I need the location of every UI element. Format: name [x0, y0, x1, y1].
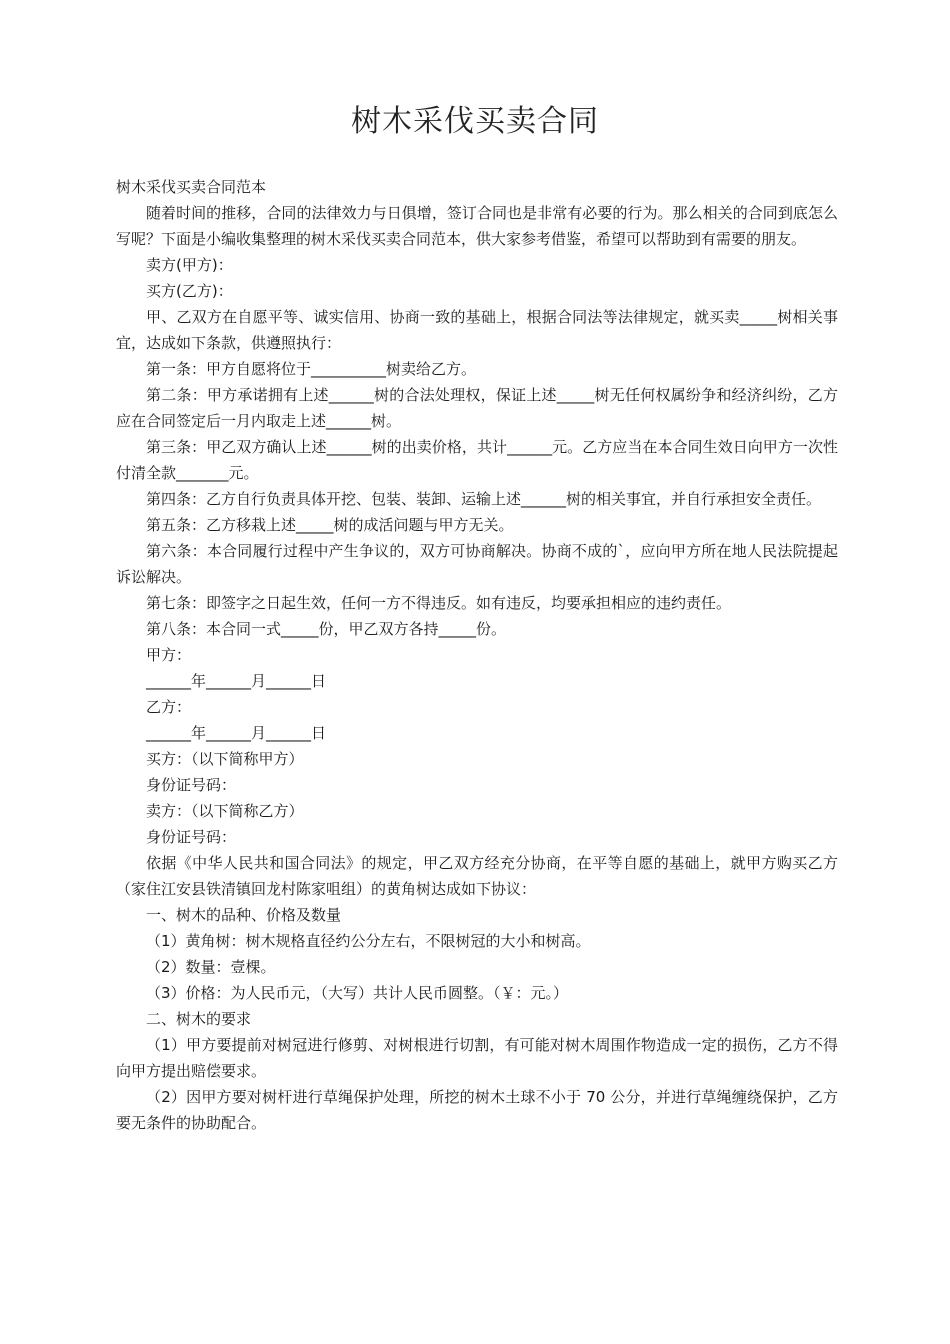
paragraph: ______年______月______日: [146, 672, 327, 690]
paragraph: ______年______月______日: [146, 724, 327, 742]
paragraph: 第四条：乙方自行负责具体开挖、包装、装卸、运输上述______树的相关事宜，并自行承担安全责任。: [146, 490, 822, 508]
paragraph: 随着时间的推移，合同的法律效力与日俱增，签订合同也是非常有必要的行为。那么相关的合同到底怎么写呢？下面是小编收集整理的树木采伐买卖合同范本，供大家参考借鉴，希望可以帮助到有需要的朋友。: [116, 204, 838, 248]
paragraph: 甲、乙双方在自愿平等、诚实信用、协商一致的基础上，根据合同法等法律规定，就买卖_____树相关事宜，达成如下条款，供遵照执行：: [116, 308, 838, 352]
paragraph: （2）因甲方要对树杆进行草绳保护处理，所挖的树木土球不小于 70 公分，并进行草绳缠绕保护，乙方要无条件的协助配合。: [116, 1088, 838, 1132]
paragraph: （1）甲方要提前对树冠进行修剪、对树根进行切割，有可能对树木周围作物造成一定的损伤，乙方不得向甲方提出赔偿要求。: [116, 1036, 838, 1080]
paragraph: 第七条：即签字之日起生效，任何一方不得违反。如有违反，均要承担相应的违约责任。: [146, 594, 732, 612]
paragraph: 第一条：甲方自愿将位于__________树卖给乙方。: [146, 360, 477, 378]
paragraph: 第二条：甲方承诺拥有上述______树的合法处理权，保证上述_____树无任何权属纷争和经济纠纷，乙方应在合同签定后一月内取走上述______树。: [116, 386, 838, 430]
paragraph: 乙方：: [146, 698, 192, 716]
paragraph: 身份证号码：: [146, 776, 237, 794]
document-body: [116, 174, 838, 1136]
paragraph: 第六条：本合同履行过程中产生争议的，双方可协商解决。协商不成的`，应向甲方所在地人民法院提起诉讼解决。: [116, 542, 838, 586]
paragraph: 卖方：（以下简称乙方）: [146, 802, 304, 820]
paragraph: 第八条：本合同一式_____份，甲乙双方各持_____份。: [146, 620, 507, 638]
paragraph: 第三条：甲乙双方确认上述______树的出卖价格，共计______元。乙方应当在本合同生效日向甲方一次性付清全款_______元。: [116, 438, 838, 482]
paragraph: 身份证号码：: [146, 828, 237, 846]
paragraph: 甲方：: [146, 646, 192, 664]
document-subtitle: 树木采伐买卖合同范本: [116, 178, 267, 196]
paragraph: 第五条：乙方移栽上述_____树的成活问题与甲方无关。: [146, 516, 514, 534]
document-title: 树木采伐买卖合同: [351, 104, 599, 139]
paragraph: 卖方(甲方)：: [146, 256, 233, 274]
paragraph: （3）价格：为人民币元，（大写）共计人民币圆整。（￥：元。）: [146, 984, 569, 1002]
paragraph: 买方：（以下简称甲方）: [146, 750, 304, 768]
paragraph: （1）黄角树：树木规格直径约公分左右，不限树冠的大小和树高。: [146, 932, 591, 950]
paragraph: （2）数量：壹棵。: [146, 958, 276, 976]
paragraph: 买方(乙方)：: [146, 282, 233, 300]
paragraph: 依据《中华人民共和国合同法》的规定，甲乙双方经充分协商，在平等自愿的基础上，就甲方购买乙方（家住江安县铁清镇回龙村陈家咀组）的黄角树达成如下协议：: [116, 854, 838, 898]
paragraph: 一、树木的品种、价格及数量: [146, 906, 342, 924]
paragraph: 二、树木的要求: [146, 1010, 252, 1028]
